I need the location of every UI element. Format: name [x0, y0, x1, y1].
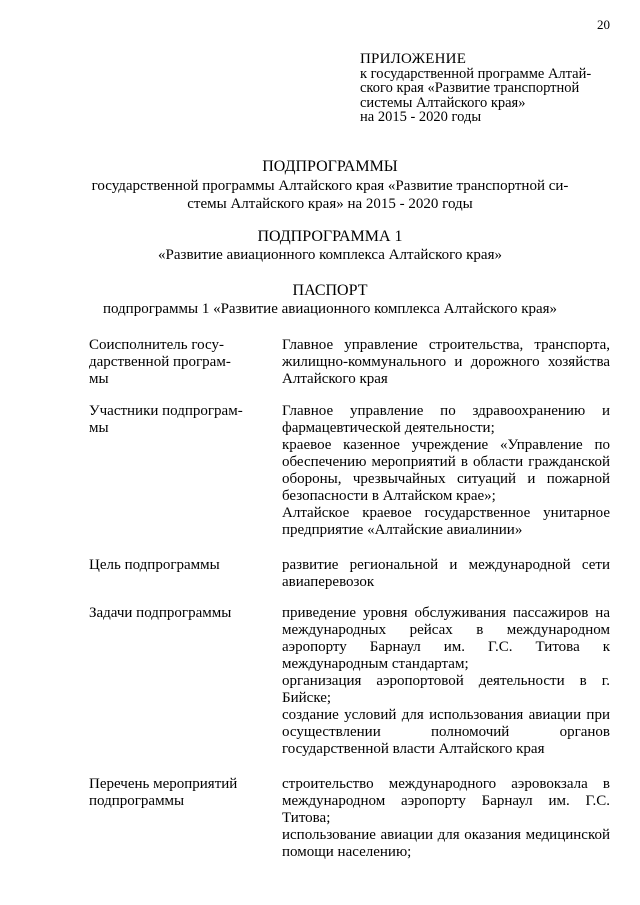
label-line: Перечень мероприятий — [89, 776, 238, 792]
value-paragraph: организация аэропортовой деятельности в г. Бийске; — [282, 673, 610, 706]
value-paragraph: Главное управление по здравоохранению и фармацевтической деятельности; — [282, 403, 610, 436]
passport-title: ПАСПОРТ — [292, 282, 368, 299]
label-line: мы — [89, 371, 109, 387]
appendix-title: ПРИЛОЖЕНИЕ — [360, 51, 467, 67]
label-line: подпрограммы — [89, 793, 185, 809]
row-value — [282, 337, 610, 388]
row-label — [89, 605, 264, 622]
value-paragraph: приведение уровня обслуживания пассажиров на международных рейсах в международном аэропорту Барнаул им. Г.С. Титова к международным стандартам; — [282, 605, 610, 672]
label-line: Соисполнитель госу- — [89, 337, 224, 353]
value-paragraph: строительство международного аэровокзала в международном аэропорту Барнаул им. Г.С. Титова; — [282, 776, 610, 826]
subprograms-line: государственной программы Алтайского края «Развитие транспортной си- — [91, 178, 569, 194]
value-paragraph: краевое казенное учреждение «Управление по обеспечению мероприятий в области гражданской обороны, чрезвычайных ситуаций и пожарной безопасности в Алтайском крае»; — [282, 437, 610, 504]
label-line: дарственной програм- — [89, 354, 231, 370]
row-label — [89, 403, 264, 437]
value-paragraph: создание условий для использования авиации при осуществлении полномочий органов государственной власти Алтайского края — [282, 707, 610, 757]
appendix-line: к государственной программе Алтай- — [360, 65, 592, 82]
value-paragraph: использование авиации для оказания медицинской помощи населению; — [282, 827, 610, 860]
subprograms-title: ПОДПРОГРАММЫ — [262, 158, 398, 175]
label-line: Цель подпрограммы — [89, 557, 220, 573]
value-paragraph: Алтайское краевое государственное унитарное предприятие «Алтайские авиалинии» — [282, 505, 610, 538]
appendix-line: системы Алтайского края» — [360, 94, 526, 111]
subprogram1-name: «Развитие авиационного комплекса Алтайского края» — [158, 247, 502, 263]
appendix-block — [360, 52, 610, 125]
row-label — [89, 557, 264, 574]
row-label — [89, 776, 264, 810]
appendix-line: ского края «Развитие транспортной — [360, 80, 580, 96]
row-value — [282, 403, 610, 539]
page-number: 20 — [597, 17, 610, 32]
appendix-line: на 2015 - 2020 годы — [360, 109, 482, 125]
label-line: мы — [89, 420, 109, 436]
subprogram1-title: ПОДПРОГРАММА 1 — [257, 228, 403, 245]
value-paragraph: Главное управление строительства, транспорта, жилищно-коммунального и дорожного хозяйства Алтайского края — [282, 337, 610, 387]
passport-subtitle: подпрограммы 1 «Развитие авиационного комплекса Алтайского края» — [102, 301, 558, 317]
row-value — [282, 776, 610, 861]
label-line: Участники подпрограм- — [89, 403, 243, 419]
subprograms-line: стемы Алтайского края» на 2015 - 2020 годы — [187, 196, 473, 212]
value-paragraph: развитие региональной и международной сети авиаперевозок — [282, 557, 610, 590]
row-value — [282, 605, 610, 758]
row-label — [89, 337, 264, 388]
row-value — [282, 557, 610, 591]
label-line: Задачи подпрограммы — [89, 605, 232, 621]
